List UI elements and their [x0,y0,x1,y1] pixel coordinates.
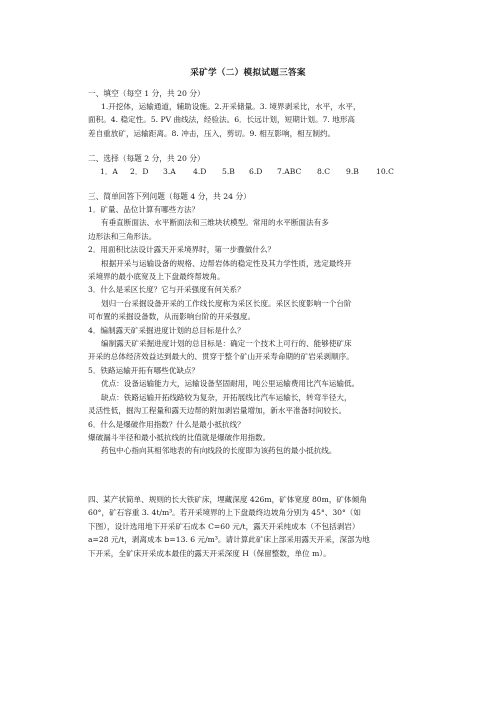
answer-item: 2．D [130,167,149,176]
answer-5-cons-line: 缺点：铁路运输开拓线路较为复杂，开拓展线比汽车运输长，转弯半径大， [101,392,352,402]
answer-item: 6.D [249,167,263,176]
section2-answers [100,165,404,178]
answer-2-line: 根据开采与运输设备的规格、边帮岩体的稳定性及其力学性质，选定最终开 [101,258,352,268]
question-6: 6．什么是爆破作用指数？什么是最小抵抗线？ [88,419,245,429]
answer-item: 4.D [193,167,207,176]
section1-line: 1.开挖体，运输通道，辅助设施。2.开采储量。3. 境界剥采比，水平，水平， [101,102,361,111]
question-4: 4．编制露天矿采掘进度计划的总目标是什么？ [88,325,245,335]
section1-line: 面积。4. 稳定性。5. PV 曲线法，经验法。6．长远计划，短期计划。7. 地形高 [88,115,356,125]
section3-heading: 三、简单回答下列问题（每题 4 分，共 24 分） [88,192,251,201]
answer-item: 7.ABC [277,167,302,176]
section4-line: 下图），设计选用地下开采矿石成本 C=60 元/t，露天开采纯成本（不包括剥岩） [88,521,360,531]
answer-1-line: 有垂直断面法、水平断面法和三维块状模型。常用的水平断面法有多 [101,218,329,228]
question-3: 3．什么是采区长度？它与开采强度有何关系？ [88,285,245,295]
answer-item: 8.C [317,167,331,176]
section3-body [88,203,410,458]
question-2: 2．用面积比法设计露天开采境界时，第一步骤做什么？ [88,245,276,255]
answer-2-line: 采境界的最小底宽及上下盘最终帮坡角。 [88,272,225,282]
answer-4-line: 开采的总体经济效益达到最大的、贯穿于整个矿山开采寿命期的矿岩采剥顺序。 [88,352,354,362]
section4-line: a=28 元/t，剥离成本 b=13. 6 元/m³。请计算此矿床上部采用露天开采，深部为地 [88,535,370,545]
answer-1-line: 边形法和三角形法。 [88,231,157,241]
question-1: 1．矿量、品位计算有哪些方法？ [88,205,200,214]
answer-item: 5.B [222,167,235,176]
answer-5-cons-line: 灵活性低，掘沟工程量和露天边帮的附加剥岩量增加，新水平准备时间较长。 [88,406,347,416]
section4-line: 60°，矿石容重 3. 4t/m³。若开采境界的上下盘最终边坡角分别为 45°、30°（如 [88,508,361,518]
answer-4-line: 编制露天矿采掘进度计划的总目标是：确定一个技术上可行的、能够使矿床 [101,339,352,349]
section4-line: 下开采，全矿床开采成本最佳的露天开采深度 H（保留整数，单位 m）。 [88,548,331,558]
section1-body [88,100,410,140]
answer-item: 9.B [346,167,359,176]
section1-heading: 一、填空（每空 1 分，共 20 分） [88,89,205,98]
section1-line: 差自重放矿，运输距离。8. 冲击，压入，剪切。9. 相互影响，相互制约。 [88,128,336,138]
question-5: 5．铁路运输开拓有哪些优缺点？ [88,365,200,375]
answer-3-line: 划归一台采掘设备开采的工作线长度称为采区长度。采区长度影响一个台阶 [101,298,352,308]
answer-3-line: 可布置的采掘设备数，从而影响台阶的开采强度。 [88,312,256,322]
section4-body [88,493,410,560]
answer-6-line: 爆破漏斗半径和最小抵抗线的比值就是爆破作用指数。 [88,432,271,442]
answer-item: 3.A [163,167,176,176]
answer-item: 1．A [100,167,118,176]
answer-item: 10.C [376,167,394,176]
answer-5-pros: 优点：设备运输能力大，运输设备坚固耐用，吨公里运输费用比汽车运输低。 [101,379,360,389]
section2-heading: 二、选择（每题 2 分，共 20 分） [88,154,205,163]
section4-line: 四、某产状简单、规则的长大铁矿床，埋藏深度 426m，矿体宽度 80m，矿体倾角 [88,495,367,504]
answer-6-line: 药包中心指向其相邻地表的有向线段的长度即为该药包的最小抵抗线。 [101,446,337,456]
page-title: 采矿学（二）模拟试题三答案 [190,68,306,78]
